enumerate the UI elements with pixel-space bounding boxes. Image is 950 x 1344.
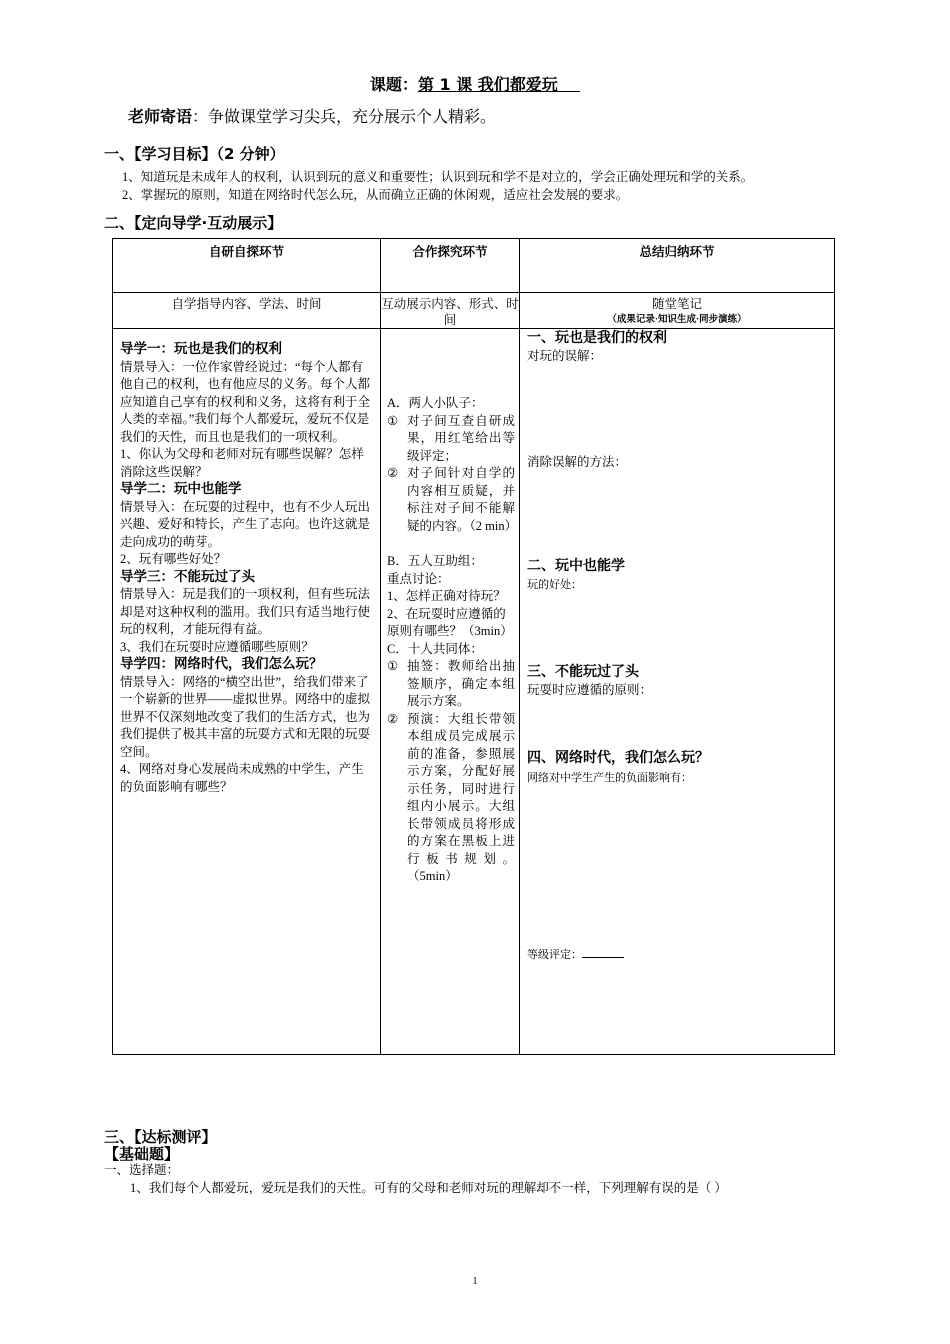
question-1: 1、我们每个人都爱玩，爱玩是我们的天性。可有的父母和老师对玩的理解却不一样，下列理解有误的是（ ） xyxy=(130,1181,727,1195)
group-a-title: A．两人小队子： xyxy=(387,396,484,410)
page-title xyxy=(0,72,950,95)
choice-part-heading: 一、选择题： xyxy=(104,1163,180,1177)
notes-principles: 玩耍时应遵循的原则： xyxy=(527,683,653,697)
guide1-text: 情景导入：一位作家曾经说过：“每个人都有他自己的权利，也有他应尽的义务。每个人都应知道自己享有的权利和义务，这将有利于全人类的幸福。”我们每个人都爱玩，爱玩不仅是我们的天性，而且也是我们的一项权利。 xyxy=(120,359,371,444)
motto-label: 老师寄语 xyxy=(128,107,193,126)
notes-misunderstanding: 对玩的误解： xyxy=(527,349,603,363)
notes-negative-effects: 网络对中学生产生的负面影响有： xyxy=(527,772,692,784)
subheader-cooperation: 互动展示内容、形式、时间 xyxy=(381,293,520,329)
guided-learning-table xyxy=(112,238,835,1055)
goal-item-1: 1、知道玩是未成年人的权利，认识到玩的意义和重要性；认识到玩和学不是对立的，学会正确处理玩和学的关系。 xyxy=(122,170,754,184)
goal-item-2: 2、掌握玩的原则，知道在网络时代怎么玩，从而确立正确的休闲观，适应社会发展的要求。 xyxy=(122,188,629,202)
group-c-step-2: ② 预演：大组长带领本组成员完成展示前的准备，参照展示方案，分配好展示任务，同时进行组内小展示。大组长带领成员将形成的方案在黑板上进行板书规划。（5min） xyxy=(387,711,515,883)
guide3-question: 3、我们在玩耍时应遵循哪些原则？ xyxy=(120,639,314,654)
notes-benefits: 玩的好处： xyxy=(527,579,582,591)
notes-subnote: （成果记录·知识生成·同步演练） xyxy=(607,315,747,325)
motto-text: ：争做课堂学习尖兵，充分展示个人精彩。 xyxy=(192,109,497,126)
grade-evaluation xyxy=(527,946,624,964)
guide2-title: 导学二：玩中也能学 xyxy=(120,481,242,497)
group-c-step-1: ① 抽签：教师给出抽签顺序，确定本组展示方案。 xyxy=(387,659,515,708)
notes-content xyxy=(520,329,835,1055)
subheader-notes xyxy=(520,293,835,329)
header-cooperation: 合作探究环节 xyxy=(381,239,520,293)
cooperation-content xyxy=(381,329,520,1055)
guide2-question: 2、玩有哪些好处？ xyxy=(120,552,227,566)
group-b-item-1: 1、怎样正确对待玩？ xyxy=(387,589,506,603)
group-b-title: B．五人互助组： xyxy=(387,554,483,568)
guide1-question: 1、你认为父母和老师对玩有哪些误解？怎样消除这些误解？ xyxy=(120,447,364,479)
guide4-text: 情景导入：网络的“横空出世”，给我们带来了一个崭新的世界——虚拟世界。网络中的虚拟世界不仅深刻地改变了我们的生活方式，也为我们提供了极其丰富的玩耍方式和无限的玩耍空间。 xyxy=(120,674,371,759)
notes-title: 随堂笔记 xyxy=(651,297,702,311)
guide1-title: 导学一：玩也是我们的权利 xyxy=(120,341,282,357)
subheader-self-study: 自学指导内容、学法、时间 xyxy=(113,293,381,329)
basic-questions-heading: 【基础题】 xyxy=(104,1145,180,1163)
grade-label: 等级评定： xyxy=(527,949,582,961)
guide4-title: 导学四：网络时代，我们怎么玩？ xyxy=(120,656,323,672)
title-prefix: 课题： xyxy=(369,75,418,94)
header-summary: 总结归纳环节 xyxy=(520,239,835,293)
title-lesson: 第 1 课 我们都爱玩 xyxy=(417,75,558,94)
guide4-question: 4、网络对身心发展尚未成熟的中学生，产生的负面影响有哪些？ xyxy=(120,762,364,794)
group-a-step-1: ① 对子间互查自研成果，用红笔给出等级评定； xyxy=(387,413,515,463)
page-number: 1 xyxy=(472,1276,478,1287)
teacher-motto xyxy=(128,104,496,127)
notes-heading-3: 三、不能玩过了头 xyxy=(527,664,639,680)
self-study-content xyxy=(113,329,381,1055)
group-b-subtitle: 重点讨论： xyxy=(387,571,450,586)
notes-heading-2: 二、玩中也能学 xyxy=(527,558,625,574)
notes-heading-4: 四、网络时代，我们怎么玩？ xyxy=(527,750,709,766)
guide3-title: 导学三：不能玩过了头 xyxy=(120,568,255,585)
section1-heading: 一、【学习目标】（2 分钟） xyxy=(104,145,285,163)
grade-blank[interactable] xyxy=(582,946,624,958)
notes-resolve-method: 消除误解的方法： xyxy=(527,455,628,469)
notes-heading-1: 一、玩也是我们的权利 xyxy=(527,330,667,346)
group-c-title: C．十人共同体： xyxy=(387,641,483,656)
guide2-text: 情景导入：在玩耍的过程中，也有不少人玩出兴趣、爱好和特长，产生了志向。也许这就是走向成功的萌芽。 xyxy=(120,499,371,549)
header-self-study: 自研自探环节 xyxy=(113,239,381,293)
guide3-text: 情景导入：玩是我们的一项权利，但有些玩法却是对这种权利的滥用。我们只有适当地行使玩的权利，才能玩得有益。 xyxy=(120,587,371,636)
group-a-step-2: ② 对子间针对自学的内容相互质疑，并标注对子间不能解疑的内容。（2 min） xyxy=(387,466,518,533)
section2-heading: 二、【定向导学·互动展示】 xyxy=(104,214,283,232)
section3-heading: 三、【达标测评】 xyxy=(104,1128,217,1146)
group-b-item-2: 2、在玩耍时应遵循的原则有哪些？（3min） xyxy=(387,606,513,638)
